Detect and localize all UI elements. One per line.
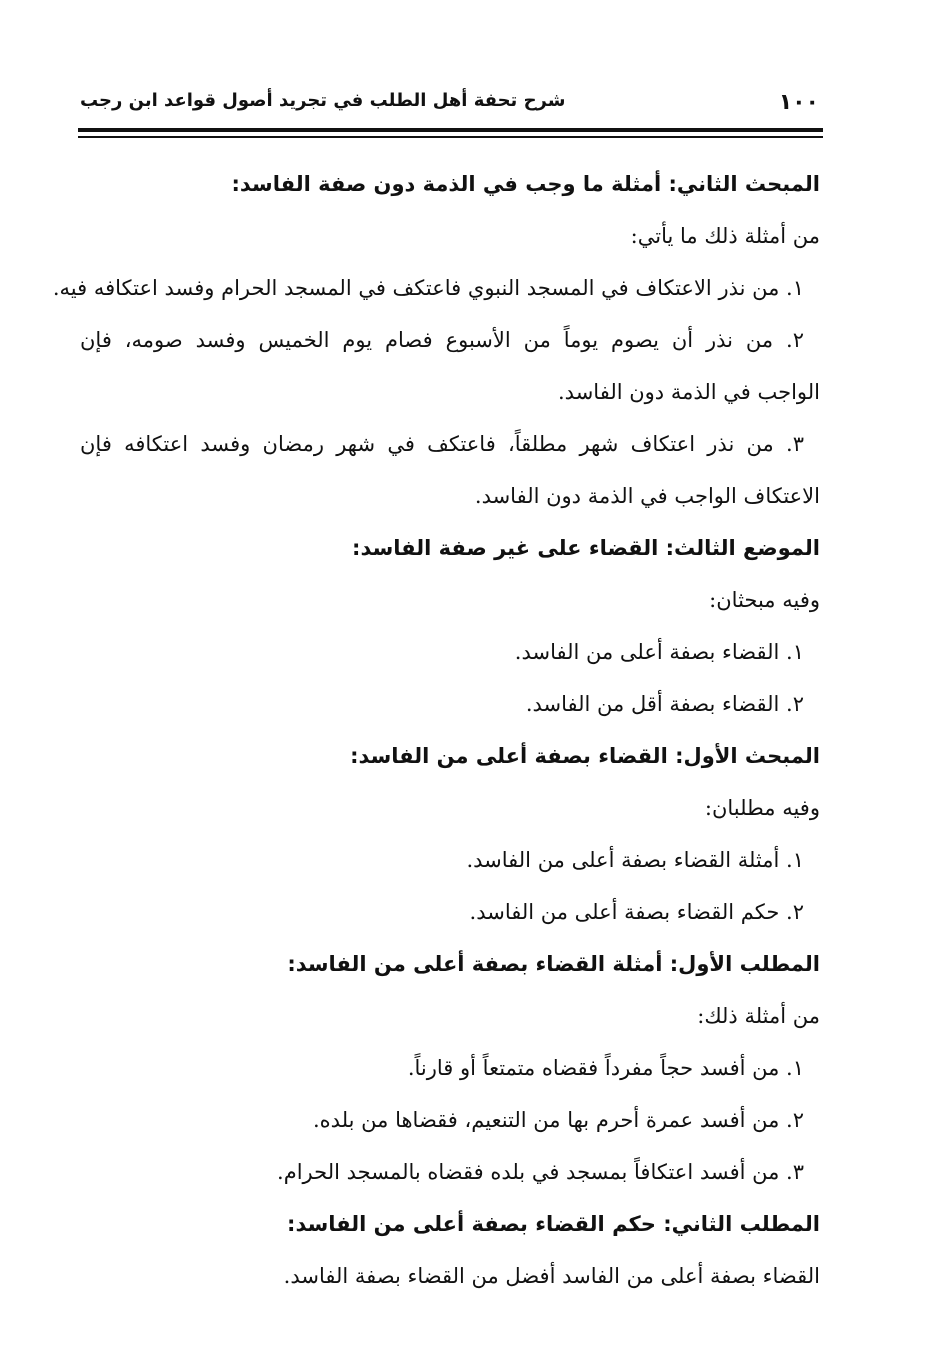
section-heading-second-topic: المبحث الثاني: أمثلة ما وجب في الذمة دون صفة الفاسد: <box>231 172 820 196</box>
page-body <box>52 158 820 1302</box>
list-item: ٢. القضاء بصفة أقل من الفاسد. <box>525 692 804 716</box>
example-item: ٢. من أفسد عمرة أحرم بها من التنعيم، فقضاها من بلده. <box>313 1108 804 1132</box>
running-header <box>78 88 823 124</box>
example-item-2: ٢. من نذر أن يصوم يوماً من الأسبوع فصام يوم الخميس وفسد صومه، فإن <box>80 328 804 352</box>
page-number: ١٠٠ <box>778 90 819 115</box>
list-item: ٢. حكم القضاء بصفة أعلى من الفاسد. <box>469 900 804 924</box>
section-heading-first-topic: المبحث الأول: القضاء بصفة أعلى من الفاسد: <box>350 744 820 768</box>
intro-line: من أمثلة ذلك ما يأتي: <box>630 224 820 248</box>
closing-paragraph: القضاء بصفة أعلى من الفاسد أفضل من القضاء بصفة الفاسد. <box>283 1264 820 1288</box>
list-item: ١. القضاء بصفة أعلى من الفاسد. <box>514 640 804 664</box>
example-item: ٣. من أفسد اعتكافاً بمسجد في بلده فقضاه بالمسجد الحرام. <box>277 1160 804 1184</box>
intro-line: وفيه مطلبان: <box>704 796 820 820</box>
section-heading-first-subtopic: المطلب الأول: أمثلة القضاء بصفة أعلى من الفاسد: <box>287 952 820 976</box>
list-item: ١. أمثلة القضاء بصفة أعلى من الفاسد. <box>466 848 804 872</box>
example-item-3: ٣. من نذر اعتكاف شهر مطلقاً، فاعتكف في شهر رمضان وفسد اعتكافه فإن <box>80 432 804 456</box>
example-item-2-continuation: الواجب في الذمة دون الفاسد. <box>558 380 820 404</box>
example-item-3-continuation: الاعتكاف الواجب في الذمة دون الفاسد. <box>474 484 820 508</box>
book-title: شرح تحفة أهل الطلب في تجريد أصول قواعد ابن رجب <box>80 90 566 111</box>
example-item-1: ١. من نذر الاعتكاف في المسجد النبوي فاعتكف في المسجد الحرام وفسد اعتكافه فيه. <box>52 276 804 300</box>
section-heading-third-position: الموضع الثالث: القضاء على غير صفة الفاسد: <box>352 536 820 560</box>
example-item: ١. من أفسد حجاً مفرداً فقضاه متمتعاً أو قارناً. <box>407 1056 804 1080</box>
intro-line: من أمثلة ذلك: <box>697 1004 820 1028</box>
header-rule-thin <box>78 136 823 138</box>
intro-line: وفيه مبحثان: <box>709 588 820 612</box>
section-heading-second-subtopic: المطلب الثاني: حكم القضاء بصفة أعلى من الفاسد: <box>287 1212 820 1236</box>
header-rule-thick <box>78 128 823 132</box>
